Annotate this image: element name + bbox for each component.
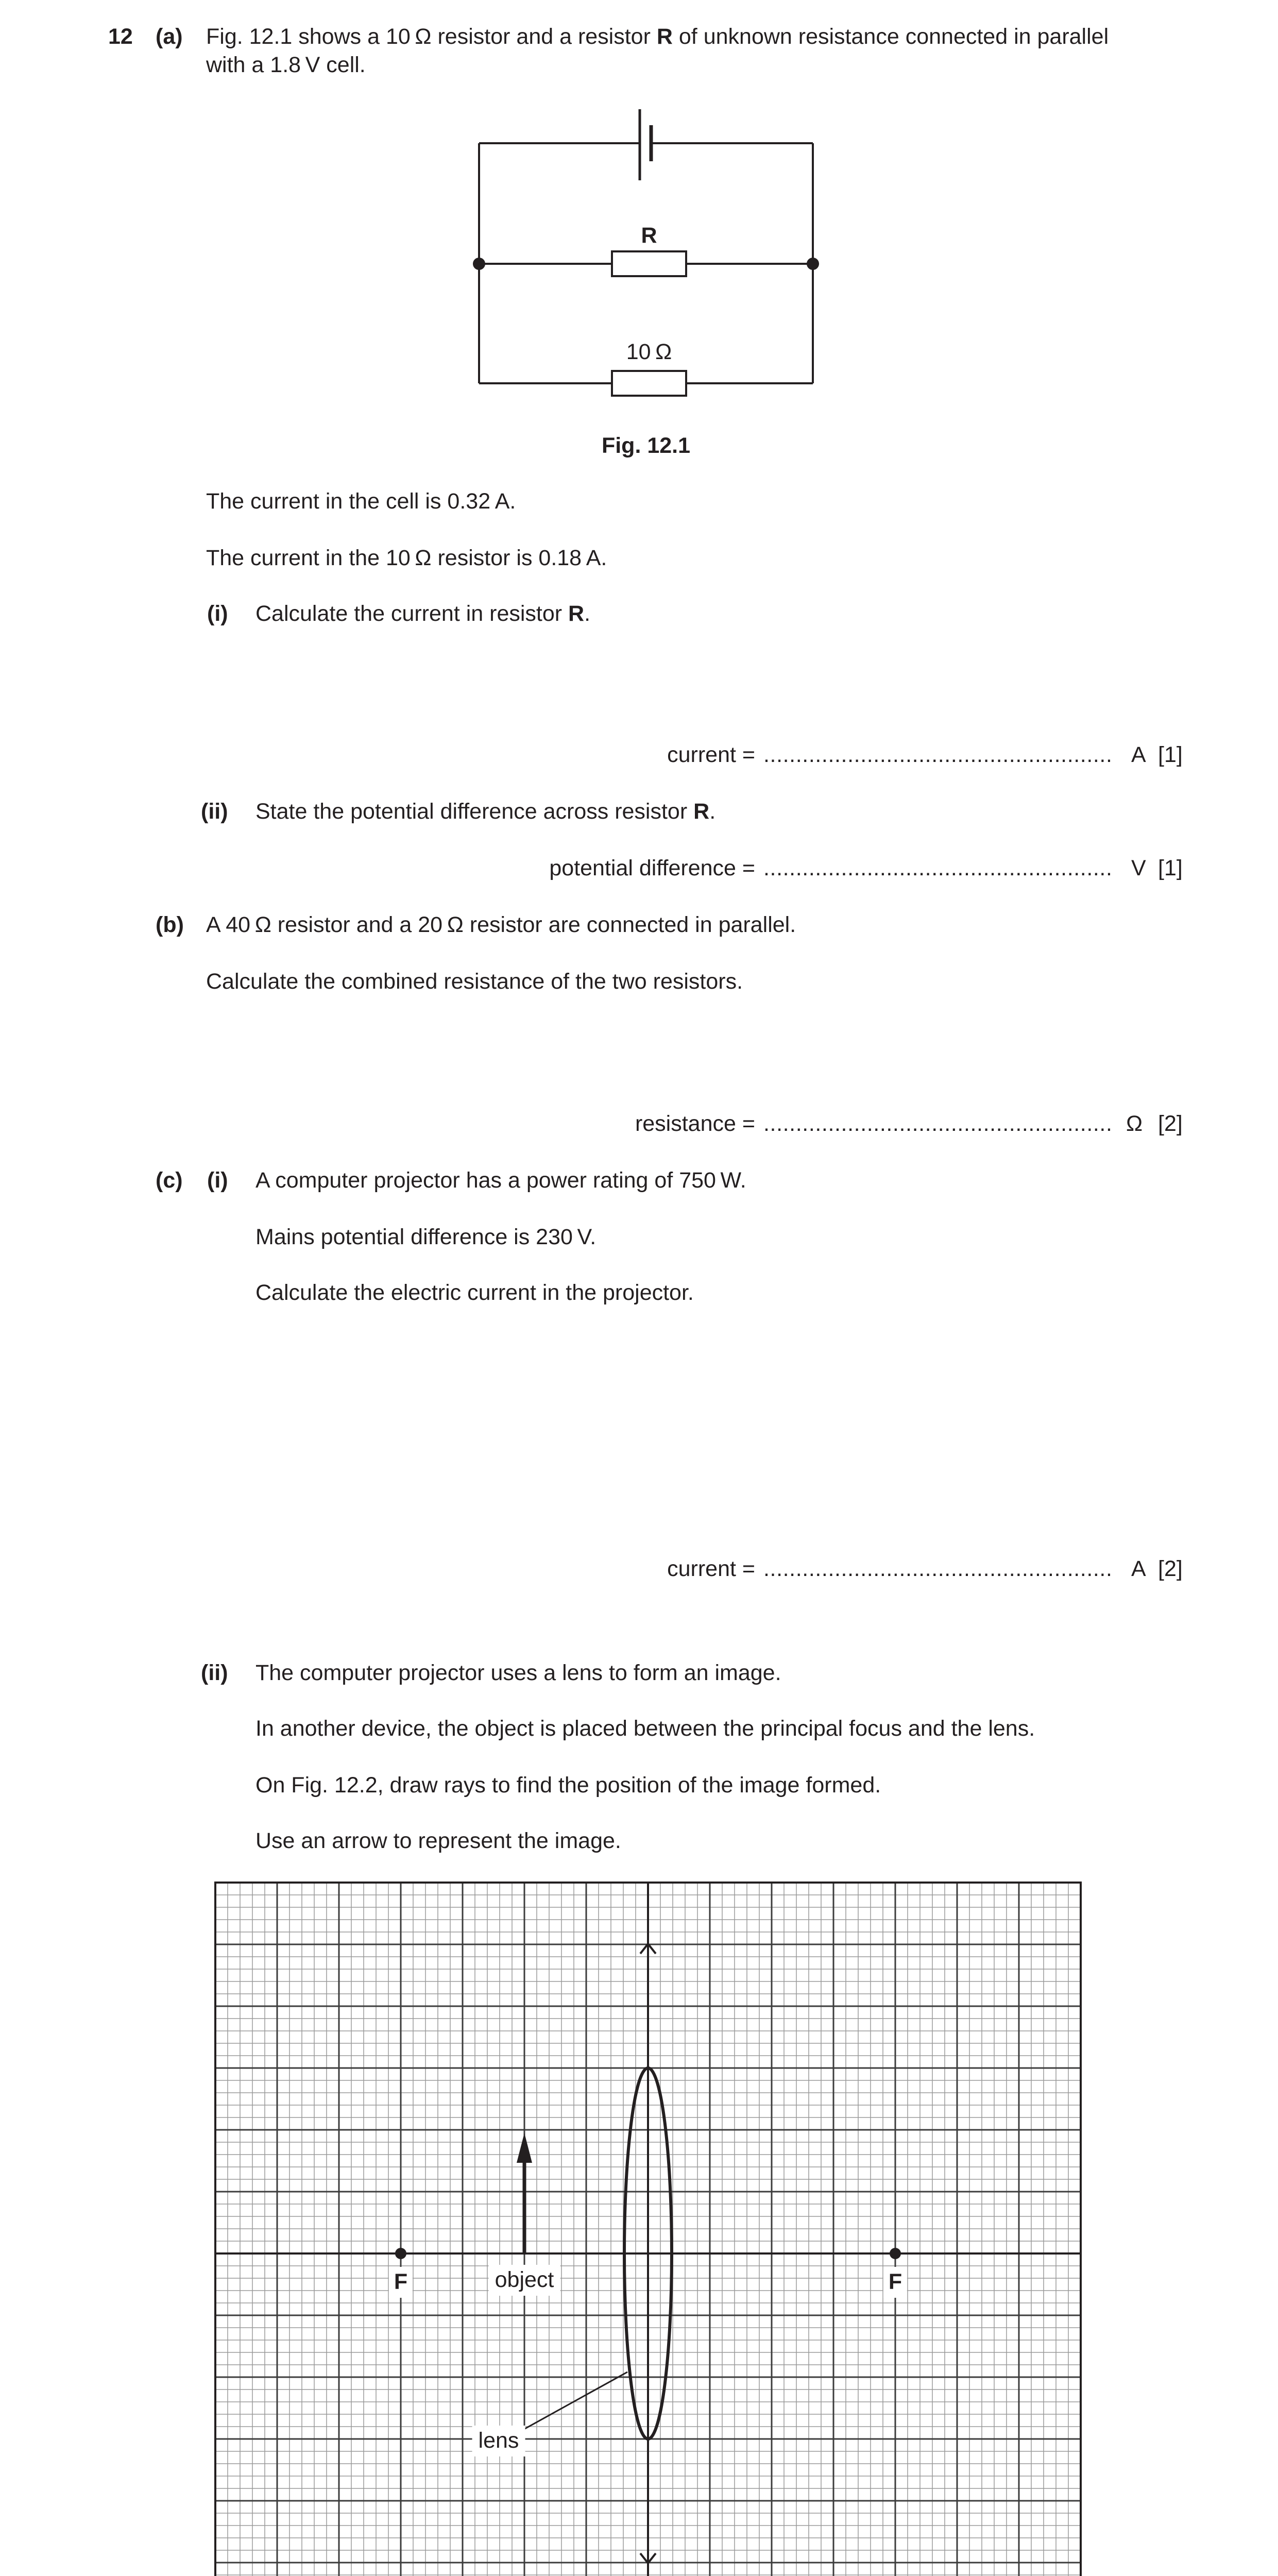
unit-volts: V	[1131, 856, 1146, 880]
answer-label-pd: potential difference =	[549, 856, 755, 880]
intro-resistor-r: R	[656, 24, 673, 49]
question-number: 12	[108, 24, 133, 49]
part-c-ii-text3: On Fig. 12.2, draw rays to find the position of the image formed.	[255, 1773, 881, 1798]
answer-line-current-a[interactable]: ......................................................	[763, 742, 1113, 767]
part-c-i-text3: Calculate the electric current in the projector.	[255, 1280, 694, 1305]
object-arrow	[517, 2133, 532, 2253]
part-a-intro-line2: with a 1.8 V cell.	[206, 53, 366, 77]
intro-text: Fig. 12.1 shows a 10 Ω resistor and a resistor	[206, 24, 651, 49]
part-c-ii-label: (ii)	[201, 1660, 228, 1685]
cell-current-text: The current in the cell is 0.32 A.	[206, 489, 516, 514]
answer-label-current-c: current =	[667, 1556, 755, 1581]
part-c-i-text2: Mains potential difference is 230 V.	[255, 1225, 597, 1249]
answer-label-current-a: current =	[667, 742, 755, 767]
lens-label: lens	[472, 2426, 525, 2456]
part-c-i-label: (i)	[207, 1168, 228, 1193]
focus-label-left: F	[389, 2267, 413, 2298]
part-c-label: (c)	[156, 1168, 183, 1193]
question-resistor-r: R	[693, 799, 710, 824]
answer-line-pd[interactable]: ......................................................	[763, 856, 1113, 880]
resistor-current-text: The current in the 10 Ω resistor is 0.18 A.	[206, 546, 607, 570]
grid-axes	[215, 1883, 1081, 2576]
answer-line-current-c[interactable]: ......................................................	[763, 1556, 1113, 1581]
unit-amps-a: A	[1131, 742, 1146, 767]
lens-leader-line	[521, 2372, 627, 2431]
part-a-i-label: (i)	[207, 601, 228, 626]
question-text: Calculate the current in resistor	[255, 601, 563, 626]
part-c-ii-text2: In another device, the object is placed between the principal focus and the lens.	[255, 1716, 1035, 1741]
marks-a-i: [1]	[1158, 742, 1183, 767]
marks-a-ii: [1]	[1158, 856, 1183, 880]
focus-point-right	[890, 2248, 901, 2259]
marks-c-i: [2]	[1158, 1556, 1183, 1581]
part-c-i-text1: A computer projector has a power rating of 750 W.	[255, 1168, 746, 1193]
answer-line-resistance[interactable]: ......................................................	[763, 1111, 1113, 1136]
resistor-r-label: R	[641, 223, 657, 248]
part-a-label: (a)	[156, 24, 183, 49]
fig-12-1-caption: Fig. 12.1	[601, 433, 691, 458]
question-text: State the potential difference across resistor	[255, 799, 688, 824]
focus-point-left	[395, 2248, 406, 2259]
unit-ohms: Ω	[1126, 1111, 1143, 1136]
object-label: object	[489, 2265, 560, 2296]
resistor-10-label: 10 Ω	[626, 340, 672, 364]
question-resistor-r: R	[568, 601, 585, 626]
unit-amps-c: A	[1131, 1556, 1146, 1581]
question-end: .	[709, 799, 716, 824]
question-end: .	[584, 601, 591, 626]
intro-text-end: of unknown resistance connected in parallel	[678, 24, 1109, 49]
part-b-text1: A 40 Ω resistor and a 20 Ω resistor are connected in parallel.	[206, 912, 796, 937]
part-b-text2: Calculate the combined resistance of the two resistors.	[206, 969, 743, 994]
focus-label-right: F	[883, 2267, 907, 2298]
marks-b: [2]	[1158, 1111, 1183, 1136]
part-a-ii-label: (ii)	[201, 799, 228, 824]
answer-label-resistance: resistance =	[635, 1111, 755, 1136]
part-c-ii-text4: Use an arrow to represent the image.	[255, 1828, 621, 1853]
part-b-label: (b)	[156, 912, 184, 937]
part-c-ii-text1: The computer projector uses a lens to form an image.	[255, 1660, 781, 1685]
